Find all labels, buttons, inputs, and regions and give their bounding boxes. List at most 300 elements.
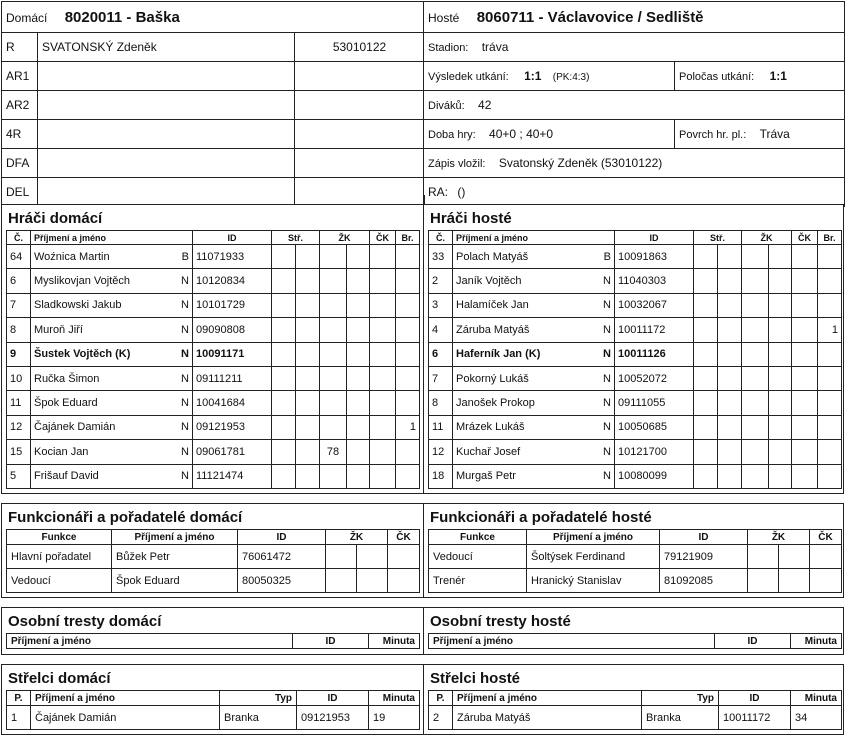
player-id: 11121474 — [193, 464, 272, 488]
player-flag: N — [603, 299, 611, 312]
player-yellow-card-2 — [347, 342, 370, 366]
player-substitution-in — [296, 415, 320, 439]
official-role: AR2 — [2, 91, 38, 120]
player-substitution-in — [296, 342, 320, 366]
player-name: Šustek Vojtěch (K) — [34, 348, 131, 361]
functionary-row — [7, 545, 420, 569]
player-name-cell — [453, 440, 615, 464]
player-goals: 1 — [396, 415, 420, 439]
official-row — [2, 149, 425, 178]
player-name: Janík Vojtěch — [456, 275, 522, 288]
player-red-card — [792, 415, 818, 439]
player-name: Polach Matyáš — [456, 250, 529, 263]
player-name-cell — [453, 464, 615, 488]
player-row — [7, 293, 420, 317]
player-name-cell — [31, 318, 193, 342]
player-name-cell — [453, 269, 615, 293]
player-row — [429, 464, 842, 488]
player-yellow-card-1 — [320, 245, 347, 269]
player-goals — [818, 415, 842, 439]
player-yellow-card-1 — [742, 269, 769, 293]
player-name: Myslikovjan Vojtěch — [34, 275, 130, 288]
player-flag: B — [603, 250, 611, 263]
player-flag: N — [181, 445, 189, 458]
player-substitution-out — [694, 245, 718, 269]
player-substitution-out — [694, 391, 718, 415]
player-id: 09111055 — [615, 391, 694, 415]
player-substitution-out — [694, 318, 718, 342]
player-yellow-card-2 — [347, 245, 370, 269]
official-row — [2, 62, 425, 91]
ra-row — [424, 178, 845, 207]
column-header: Br. — [818, 231, 842, 245]
home-team-name: 8020011 - Baška — [64, 8, 180, 26]
player-substitution-in — [718, 245, 742, 269]
player-flag: N — [181, 372, 189, 385]
player-number: 64 — [7, 245, 31, 269]
player-goals — [396, 245, 420, 269]
player-substitution-in — [718, 440, 742, 464]
player-goals — [396, 342, 420, 366]
player-name-cell — [31, 415, 193, 439]
player-yellow-card-1 — [742, 245, 769, 269]
player-row — [7, 366, 420, 390]
player-substitution-out — [272, 440, 296, 464]
player-id: 09061781 — [193, 440, 272, 464]
player-red-card — [370, 366, 396, 390]
player-name: Sladkowski Jakub — [34, 299, 122, 312]
column-header: ČK — [388, 530, 420, 545]
column-header: Stř. — [694, 231, 742, 245]
player-substitution-in — [296, 464, 320, 488]
surface-label: Povrch hr. pl.: — [679, 129, 747, 141]
player-number: 2 — [429, 269, 453, 293]
column-header: Minuta — [791, 691, 842, 706]
column-header: Příjmení a jméno — [31, 231, 193, 245]
column-header: ČK — [810, 530, 842, 545]
functionary-red-card — [388, 545, 420, 569]
player-substitution-out — [694, 415, 718, 439]
player-number: 12 — [429, 440, 453, 464]
functionary-yellow-card-2 — [779, 545, 810, 569]
home-players-section — [1, 204, 424, 494]
official-name — [38, 91, 295, 120]
player-substitution-out — [694, 293, 718, 317]
player-yellow-card-2 — [769, 440, 792, 464]
player-red-card — [792, 269, 818, 293]
player-name: Janošek Prokop — [456, 397, 535, 410]
halftime-cell — [675, 62, 845, 91]
scorer-id: 10011172 — [719, 706, 791, 730]
player-name-cell — [31, 440, 193, 464]
player-row — [7, 318, 420, 342]
away-team-row — [424, 2, 845, 33]
player-goals — [396, 318, 420, 342]
player-substitution-in — [296, 318, 320, 342]
player-yellow-card-1 — [742, 391, 769, 415]
home-penalties-table — [6, 633, 420, 649]
penalties-header-row — [7, 634, 420, 649]
functionary-yellow-card-1 — [326, 569, 357, 593]
player-number: 8 — [429, 391, 453, 415]
official-id — [295, 120, 425, 149]
entered-by-value: Svatonský Zdeněk (53010122) — [498, 156, 663, 170]
player-substitution-out — [694, 366, 718, 390]
surface-value: Tráva — [759, 127, 790, 141]
scorers-header-row — [7, 691, 420, 706]
player-id: 09111211 — [193, 366, 272, 390]
official-row — [2, 178, 425, 207]
player-id: 09121953 — [193, 415, 272, 439]
home-players-title: Hráči domácí — [8, 210, 103, 227]
player-id: 10121700 — [615, 440, 694, 464]
scorer-type: Branka — [642, 706, 719, 730]
player-yellow-card-2 — [347, 366, 370, 390]
player-name: Kuchař Josef — [456, 445, 521, 458]
away-players-section — [423, 204, 844, 494]
stadium-row — [424, 33, 845, 62]
player-number: 5 — [7, 464, 31, 488]
player-substitution-in — [296, 366, 320, 390]
player-yellow-card-1 — [320, 391, 347, 415]
column-header: ID — [297, 691, 369, 706]
player-substitution-in — [718, 342, 742, 366]
column-header: P. — [429, 691, 453, 706]
official-id — [295, 149, 425, 178]
spectators-label: Diváků: — [428, 100, 465, 112]
player-flag: N — [603, 323, 611, 336]
official-role: DFA — [2, 149, 38, 178]
column-header: ID — [238, 530, 326, 545]
column-header: ŽK — [748, 530, 810, 545]
functionary-row — [7, 569, 420, 593]
player-red-card — [370, 245, 396, 269]
player-number: 12 — [7, 415, 31, 439]
player-goals — [396, 440, 420, 464]
player-goals — [818, 464, 842, 488]
official-id — [295, 91, 425, 120]
official-name — [38, 120, 295, 149]
column-header: Příjmení a jméno — [527, 530, 660, 545]
player-id: 10052072 — [615, 366, 694, 390]
column-header: ČK — [370, 231, 396, 245]
result-value: 1:1 — [524, 69, 542, 83]
player-id: 10011126 — [615, 342, 694, 366]
player-substitution-in — [718, 391, 742, 415]
player-name: Pokorný Lukáš — [456, 372, 529, 385]
home-team-row — [2, 2, 425, 33]
stadium-label: Stadion: — [428, 42, 469, 54]
player-red-card — [370, 318, 396, 342]
home-functionaries-table — [6, 529, 420, 593]
player-goals — [396, 366, 420, 390]
official-name — [38, 149, 295, 178]
functionary-role: Hlavní pořadatel — [7, 545, 112, 569]
player-substitution-in — [718, 293, 742, 317]
player-row — [7, 269, 420, 293]
column-header: Příjmení a jméno — [429, 634, 715, 649]
player-id: 10080099 — [615, 464, 694, 488]
functionary-row — [429, 569, 842, 593]
official-row — [2, 91, 425, 120]
functionary-name: Šoltýsek Ferdinand — [527, 545, 660, 569]
player-name-cell — [453, 342, 615, 366]
column-header: Stř. — [272, 231, 320, 245]
player-name: Haferník Jan (K) — [456, 348, 541, 361]
home-scorers-title: Střelci domácí — [8, 670, 111, 687]
player-substitution-out — [272, 464, 296, 488]
player-yellow-card-2 — [769, 318, 792, 342]
player-name-cell — [31, 342, 193, 366]
player-red-card — [792, 318, 818, 342]
column-header: Č. — [7, 231, 31, 245]
player-yellow-card-2 — [769, 464, 792, 488]
player-row — [7, 245, 420, 269]
player-row — [429, 342, 842, 366]
player-goals — [396, 391, 420, 415]
column-header: Funkce — [7, 530, 112, 545]
functionaries-header-row — [429, 530, 842, 545]
player-name-cell — [31, 391, 193, 415]
player-substitution-in — [296, 245, 320, 269]
official-name: SVATONSKÝ Zdeněk — [38, 33, 295, 62]
column-header: ŽK — [320, 231, 370, 245]
home-scorers-section — [1, 664, 424, 735]
player-red-card — [370, 415, 396, 439]
result-cell — [424, 62, 675, 91]
player-yellow-card-1 — [320, 318, 347, 342]
away-scorers-title: Střelci hosté — [430, 670, 521, 687]
player-yellow-card-1 — [320, 464, 347, 488]
player-name: Ručka Šimon — [34, 372, 100, 385]
official-role: DEL — [2, 178, 38, 207]
scorer-minute: 19 — [369, 706, 420, 730]
player-yellow-card-2 — [769, 366, 792, 390]
player-name-cell — [31, 464, 193, 488]
player-name-cell — [31, 293, 193, 317]
entered-by-label: Zápis vložil: — [428, 158, 486, 170]
player-name: Čajánek Damián — [34, 421, 116, 434]
player-goals — [818, 440, 842, 464]
column-header: ŽK — [742, 231, 792, 245]
functionary-id: 79121909 — [660, 545, 748, 569]
player-name: Frišauf David — [34, 470, 99, 483]
player-flag: N — [603, 421, 611, 434]
player-substitution-in — [718, 464, 742, 488]
player-yellow-card-2 — [769, 245, 792, 269]
player-red-card — [792, 440, 818, 464]
player-row — [429, 245, 842, 269]
player-name: Kocian Jan — [34, 445, 89, 458]
away-players-table — [428, 230, 842, 489]
player-number: 4 — [429, 318, 453, 342]
player-number: 8 — [7, 318, 31, 342]
player-yellow-card-1 — [742, 464, 769, 488]
result-label: Výsledek utkání: — [428, 71, 509, 83]
player-flag: N — [603, 397, 611, 410]
player-row — [7, 464, 420, 488]
player-flag: N — [603, 275, 611, 288]
column-header: ID — [615, 231, 694, 245]
column-header: ID — [193, 231, 272, 245]
player-substitution-out — [272, 366, 296, 390]
official-role: AR1 — [2, 62, 38, 91]
player-yellow-card-2 — [769, 293, 792, 317]
column-header: Funkce — [429, 530, 527, 545]
official-row — [2, 120, 425, 149]
scorer-order: 2 — [429, 706, 453, 730]
official-name — [38, 62, 295, 91]
player-yellow-card-1 — [320, 366, 347, 390]
functionary-role: Vedoucí — [7, 569, 112, 593]
away-scorers-table — [428, 690, 842, 730]
column-header: Příjmení a jméno — [453, 691, 642, 706]
player-goals — [818, 366, 842, 390]
player-substitution-out — [272, 269, 296, 293]
player-substitution-in — [718, 415, 742, 439]
away-team-name: 8060711 - Václavovice / Sedliště — [476, 8, 704, 26]
away-players-title: Hráči hosté — [430, 210, 512, 227]
player-yellow-card-2 — [769, 342, 792, 366]
player-red-card — [370, 342, 396, 366]
home-scorers-table — [6, 690, 420, 730]
player-substitution-out — [272, 415, 296, 439]
entered-by-row — [424, 149, 845, 178]
ra-label: RA: — [428, 185, 449, 199]
surface-cell — [675, 120, 845, 149]
player-yellow-card-2 — [769, 391, 792, 415]
player-id: 11071933 — [193, 245, 272, 269]
player-substitution-in — [718, 269, 742, 293]
player-id: 10011172 — [615, 318, 694, 342]
player-id: 09090808 — [193, 318, 272, 342]
player-yellow-card-2 — [347, 464, 370, 488]
player-flag: N — [181, 421, 189, 434]
official-row — [2, 33, 425, 62]
functionary-role: Vedoucí — [429, 545, 527, 569]
player-row — [429, 366, 842, 390]
player-yellow-card-2 — [769, 269, 792, 293]
player-row — [429, 415, 842, 439]
column-header: Minuta — [369, 691, 420, 706]
player-row — [7, 440, 420, 464]
player-yellow-card-1 — [320, 293, 347, 317]
player-row — [7, 391, 420, 415]
functionary-yellow-card-1 — [326, 545, 357, 569]
player-name-cell — [453, 366, 615, 390]
column-header: Minuta — [369, 634, 420, 649]
player-id: 10041684 — [193, 391, 272, 415]
column-header: Příjmení a jméno — [31, 691, 220, 706]
player-id: 10091863 — [615, 245, 694, 269]
player-row — [429, 269, 842, 293]
player-number: 7 — [429, 366, 453, 390]
player-flag: N — [603, 372, 611, 385]
player-red-card — [370, 391, 396, 415]
duration-cell — [424, 120, 675, 149]
player-name-cell — [453, 245, 615, 269]
player-substitution-out — [272, 391, 296, 415]
player-yellow-card-1 — [742, 415, 769, 439]
halftime-value: 1:1 — [769, 69, 787, 83]
home-penalties-title: Osobní tresty domácí — [8, 613, 162, 630]
column-header: P. — [7, 691, 31, 706]
scorer-type: Branka — [220, 706, 297, 730]
player-yellow-card-1 — [742, 293, 769, 317]
home-functionaries-title: Funkcionáři a pořadatelé domácí — [8, 509, 243, 526]
functionary-id: 80050325 — [238, 569, 326, 593]
scorer-name: Záruba Matyáš — [453, 706, 642, 730]
player-yellow-card-1 — [320, 342, 347, 366]
stadium-value: tráva — [481, 40, 509, 54]
player-substitution-out — [694, 342, 718, 366]
scorer-row — [7, 706, 420, 730]
player-name: Muroň Jiří — [34, 323, 83, 336]
away-functionaries-title: Funkcionáři a pořadatelé hosté — [430, 509, 652, 526]
player-yellow-card-2 — [769, 415, 792, 439]
player-flag: N — [603, 348, 611, 361]
player-goals — [818, 293, 842, 317]
player-yellow-card-2 — [347, 440, 370, 464]
player-yellow-card-1: 78 — [320, 440, 347, 464]
player-name: Záruba Matyáš — [456, 323, 530, 336]
player-yellow-card-2 — [347, 391, 370, 415]
player-name-cell — [31, 366, 193, 390]
player-red-card — [792, 464, 818, 488]
functionary-id: 76061472 — [238, 545, 326, 569]
player-id: 11040303 — [615, 269, 694, 293]
away-functionaries-section — [423, 503, 844, 598]
functionary-row — [429, 545, 842, 569]
player-row — [7, 342, 420, 366]
player-number: 9 — [7, 342, 31, 366]
player-red-card — [792, 245, 818, 269]
player-substitution-in — [296, 269, 320, 293]
official-role: 4R — [2, 120, 38, 149]
functionaries-header-row — [7, 530, 420, 545]
player-number: 3 — [429, 293, 453, 317]
scorers-header-row — [429, 691, 842, 706]
player-red-card — [792, 342, 818, 366]
players-header-row — [429, 231, 842, 245]
ra-value: () — [457, 185, 466, 199]
player-yellow-card-1 — [742, 440, 769, 464]
scorer-id: 09121953 — [297, 706, 369, 730]
player-flag: N — [181, 348, 189, 361]
player-yellow-card-1 — [320, 415, 347, 439]
functionary-red-card — [810, 569, 842, 593]
player-row — [429, 318, 842, 342]
player-row — [429, 440, 842, 464]
player-flag: N — [181, 397, 189, 410]
player-red-card — [370, 440, 396, 464]
official-id: 53010122 — [295, 33, 425, 62]
duration-label: Doba hry: — [428, 129, 476, 141]
official-name — [38, 178, 295, 207]
functionary-yellow-card-2 — [357, 569, 388, 593]
penalties-header-row — [429, 634, 842, 649]
column-header: Typ — [642, 691, 719, 706]
official-id — [295, 178, 425, 207]
player-red-card — [370, 464, 396, 488]
spectators-row — [424, 91, 845, 120]
players-header-row — [7, 231, 420, 245]
player-substitution-in — [296, 391, 320, 415]
player-yellow-card-2 — [347, 318, 370, 342]
player-substitution-in — [718, 366, 742, 390]
player-name-cell — [31, 245, 193, 269]
player-yellow-card-1 — [320, 269, 347, 293]
